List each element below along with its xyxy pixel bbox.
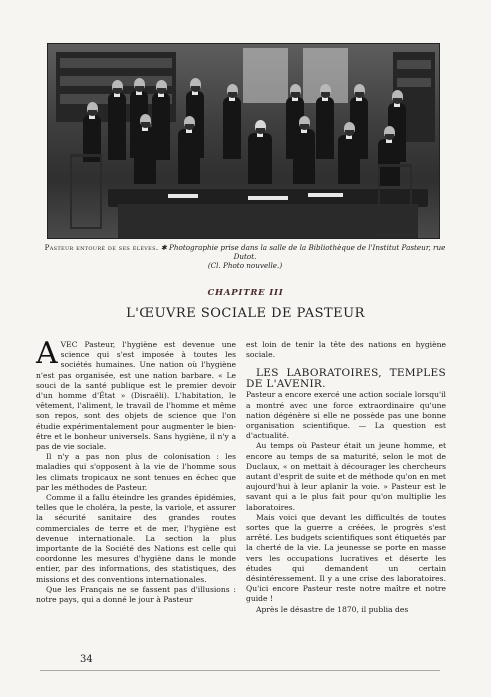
caption-text: Photographie prise dans la salle de la Bibliothèque de l'Institut Pasteur, rue Dutot.	[169, 243, 446, 261]
person	[293, 116, 315, 184]
caption-lead: Pasteur entouré de ses élèves.	[44, 243, 159, 252]
paragraph: Comme il a fallu éteindre les grandes épidémies, telles que le choléra, la peste, la variole, et assurer la sécurité sanitaire des grandes routes commerciales de terre et de mer, l'hygiène est devenue internationale. La section la plus importante de la Société des Nations est celle qui coordonne les mesures d'hygiène dans le monde entier, par des informations, des statistiques, des missions et des conventions internationales.	[36, 493, 236, 584]
paper	[308, 193, 343, 197]
book-row	[397, 60, 431, 69]
chapter-title: L'ŒUVRE SOCIALE DE PASTEUR	[126, 306, 365, 321]
table-cloth	[118, 204, 418, 238]
window	[243, 48, 288, 103]
caption-credit: (Cl. Photo nouvelle.)	[207, 261, 283, 270]
person	[223, 84, 241, 159]
person	[83, 102, 101, 162]
paragraph-continuation: est loin de tenir la tête des nations en hygiène sociale.	[246, 340, 446, 360]
chapter-label: CHAPITRE III	[207, 288, 284, 298]
person	[134, 114, 156, 184]
paragraph: Mais voici que devant les difficultés de toutes sortes que la guerre a créées, le progrès s'est arrêté. Les budgets scientifiques sont étiquetés par la cherté de la vie. La jeunesse se porte en masse vers les occupations lucratives et déserte les études qui demandent un certain désintéressement. Il y a une crise des laboratoires. Qu'ici encore Pasteur reste notre maître et notre guide !	[246, 512, 446, 604]
paragraph: Que les Français ne se fassent pas d'illusions : notre pays, qui a donné le jour à Pasteur	[36, 584, 236, 605]
paper	[168, 194, 198, 198]
person	[108, 80, 126, 160]
paper	[248, 196, 288, 200]
pasteur-photograph	[47, 43, 440, 239]
person	[338, 122, 360, 184]
bottom-rule	[40, 670, 440, 671]
paragraph: Après le désastre de 1870, il publia des	[256, 604, 409, 614]
pasteur-figure	[248, 120, 272, 184]
paragraph	[36, 336, 236, 452]
paragraph: Au temps où Pasteur était un jeune homme, et encore au temps de sa maturité, selon le mot de Duclaux, « on mettait à décourager les chercheurs autant d'esprit de suite et de méthode qu'on en met aujourd'hui à leur aplanir la voie. » Pasteur est le savant qui a le plus fait pour qu'on multiplie les laboratoires.	[246, 441, 446, 512]
dropcap: A	[36, 336, 58, 371]
section-subhead: LES LABORATOIRES, TEMPLES DE L'AVENIR.	[246, 367, 446, 391]
page-number: 34	[80, 654, 93, 665]
book-row	[60, 58, 172, 68]
person	[178, 116, 200, 184]
paragraph-text: VEC Pasteur, l'hygiène est devenue une science qui s'est imposée à toutes les sociétés humaines. Une nation où l'hygiène n'est pas organisée, est une nation barbare. « Le souci de la santé publique est le premier devoir d'un homme d'État » (Disraëli). L'habitation, le vêtement, l'aliment, le travail de l'homme et même son repos, sont des objets de science que l'on étudie expérimentalement pour augmenter le bien-être et le bonheur universels. Sans hygiène, il n'y a pas de vie sociale.	[36, 340, 236, 452]
photo-caption: Pasteur entouré de ses élèves. ✱ Photographie prise dans la salle de la Bibliothèque de l'Institut Pasteur, rue Dutot. (Cl. Photo nouvelle.)	[44, 243, 446, 270]
right-column	[246, 340, 446, 615]
paragraph: Pasteur a encore exercé une action sociale lorsqu'il a montré avec une force extraordinaire qu'une nation dégénère si elle ne possède pas une bonne organisation scientifique. — La question est d'actualité.	[246, 390, 446, 441]
book-row	[397, 78, 431, 87]
chair	[70, 154, 102, 229]
left-column	[36, 336, 236, 605]
paragraph: Il n'y a pas non plus de colonisation : les maladies qui s'opposent à la vie de l'homme sous les climats tropicaux ne sont tenues en échec que par les méthodes de Pasteur.	[36, 452, 236, 492]
person	[316, 84, 334, 159]
chair	[378, 164, 412, 235]
